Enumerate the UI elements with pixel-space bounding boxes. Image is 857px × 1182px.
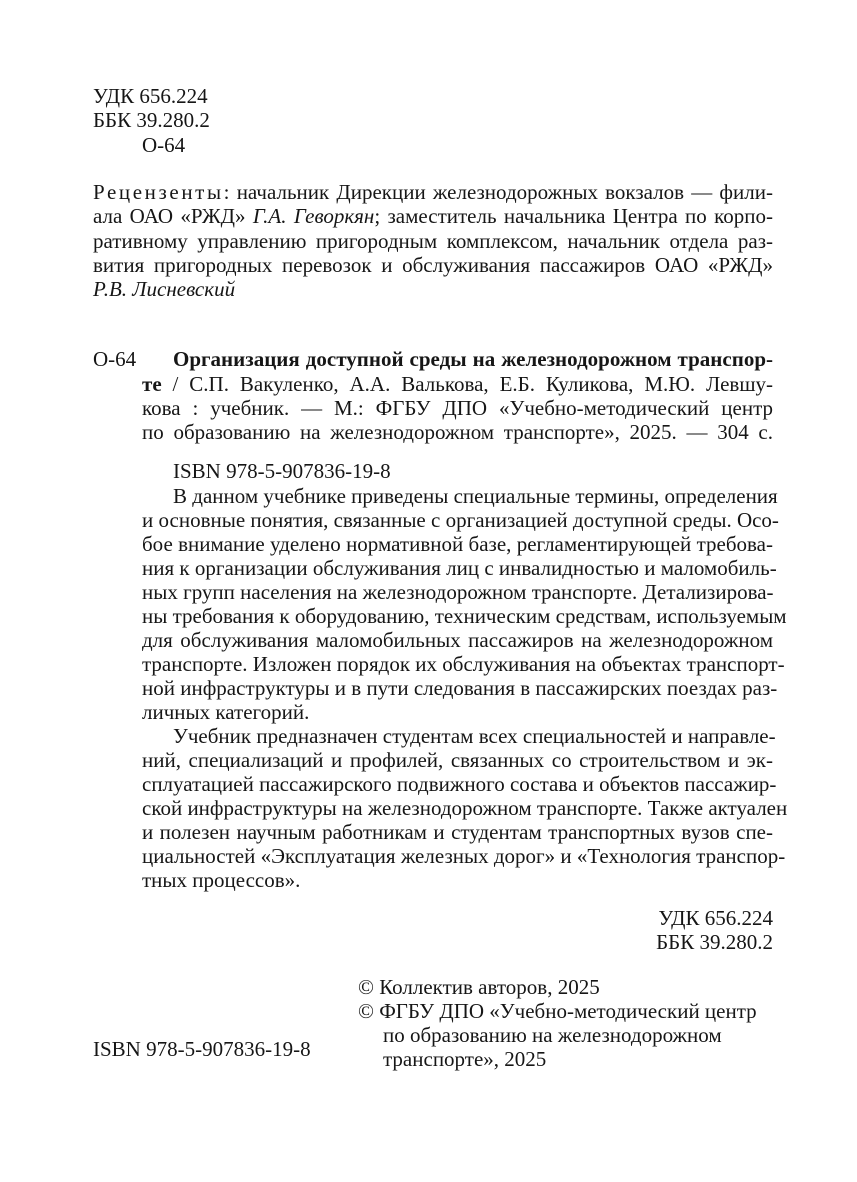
annotation-line: ской инфраструктуры на железнодорожном транспорте. Также актуален bbox=[142, 796, 788, 820]
annotation-line: личных категорий. bbox=[142, 700, 310, 724]
reviewers-line: вития пригородных перевозок и обслуживания пассажиров ОАО «РЖД» bbox=[93, 253, 773, 277]
footer-isbn: ISBN 978-5-907836-19-8 bbox=[93, 1037, 311, 1061]
annotation-line: транспорте. Изложен порядок их обслуживания на объектах транспорт- bbox=[142, 652, 785, 676]
bib-line: по образованию на железнодорожном транспорте», 2025. — 304 с. bbox=[142, 420, 773, 444]
bbk-code: ББК 39.280.2 bbox=[93, 108, 210, 132]
annotation-line: ния к организации обслуживания лиц с инвалидностью и маломобиль- bbox=[142, 556, 777, 580]
bib-author-mark: О-64 bbox=[93, 347, 137, 371]
annotation-line: и полезен научным работникам и студентам транспортных вузов спе- bbox=[142, 820, 773, 844]
reviewer-name bbox=[93, 277, 235, 301]
copyright-publisher: © ФГБУ ДПО «Учебно-методический центр bbox=[358, 999, 757, 1023]
annotation-line: сплуатацией пассажирского подвижного состава и объектов пассажир- bbox=[142, 772, 777, 796]
copyright-publisher-line: транспорте», 2025 bbox=[383, 1047, 547, 1071]
reviewers-line: ративному управлению пригородным комплексом, начальник отдела раз- bbox=[93, 229, 773, 253]
copyright-publisher-line: по образованию на железнодорожном bbox=[383, 1023, 722, 1047]
copyright-authors: © Коллектив авторов, 2025 bbox=[358, 975, 600, 999]
annotation-line: ной инфраструктуры и в пути следования в пассажирских поездах раз- bbox=[142, 676, 778, 700]
book-title-end: те bbox=[142, 372, 162, 396]
reviewers-label: Рецензенты bbox=[93, 180, 224, 204]
annotation-line: ных групп населения на железнодорожном транспорте. Детализирова- bbox=[142, 580, 774, 604]
annotation-line: бое внимание уделено нормативной базе, регламентирующей требова- bbox=[142, 532, 773, 556]
annotation-line: В данном учебнике приведены специальные термины, определения bbox=[173, 484, 778, 508]
reviewer-name-text: Р.В. Лисневский bbox=[93, 277, 236, 301]
reviewers-line bbox=[93, 204, 773, 228]
annotation-line: тных процессов». bbox=[142, 868, 301, 892]
bib-isbn: ISBN 978-5-907836-19-8 bbox=[173, 459, 391, 483]
annotation-line: для обслуживания маломобильных пассажиров на железнодорожном bbox=[142, 628, 773, 652]
footer-bbk: ББК 39.280.2 bbox=[656, 930, 773, 954]
reviewer-name: Г.А. Геворкян bbox=[252, 204, 375, 228]
author-mark: О-64 bbox=[142, 133, 186, 157]
udk-code: УДК 656.224 bbox=[93, 84, 208, 108]
reviewers-text: ала ОАО «РЖД» bbox=[93, 204, 253, 228]
bib-title-line bbox=[173, 347, 773, 371]
bib-line bbox=[142, 372, 773, 396]
book-title: Организация доступной среды на железнодорожном транспор- bbox=[173, 347, 773, 371]
bib-line: кова : учебник. — М.: ФГБУ ДПО «Учебно-методический центр bbox=[142, 396, 773, 420]
annotation-line: ны требования к оборудованию, техническим средствам, используемым bbox=[142, 604, 787, 628]
reviewers-text: ; заместитель начальника Центра по корпо- bbox=[374, 204, 773, 228]
annotation-line: Учебник предназначен студентам всех специальностей и направле- bbox=[173, 724, 776, 748]
footer-udk: УДК 656.224 bbox=[658, 906, 773, 930]
bib-authors: / С.П. Вакуленко, А.А. Валькова, Е.Б. Куликова, М.Ю. Левшу- bbox=[161, 372, 773, 396]
annotation-line: и основные понятия, связанные с организацией доступной среды. Осо- bbox=[142, 508, 779, 532]
annotation-line: ний, специализаций и профилей, связанных со строительством и эк- bbox=[142, 748, 773, 772]
annotation-line: циальностей «Эксплуатация железных дорог» и «Технология транспор- bbox=[142, 844, 786, 868]
reviewers-line bbox=[93, 180, 773, 204]
reviewers-text: : начальник Дирекции железнодорожных вокзалов — фили- bbox=[223, 180, 773, 204]
